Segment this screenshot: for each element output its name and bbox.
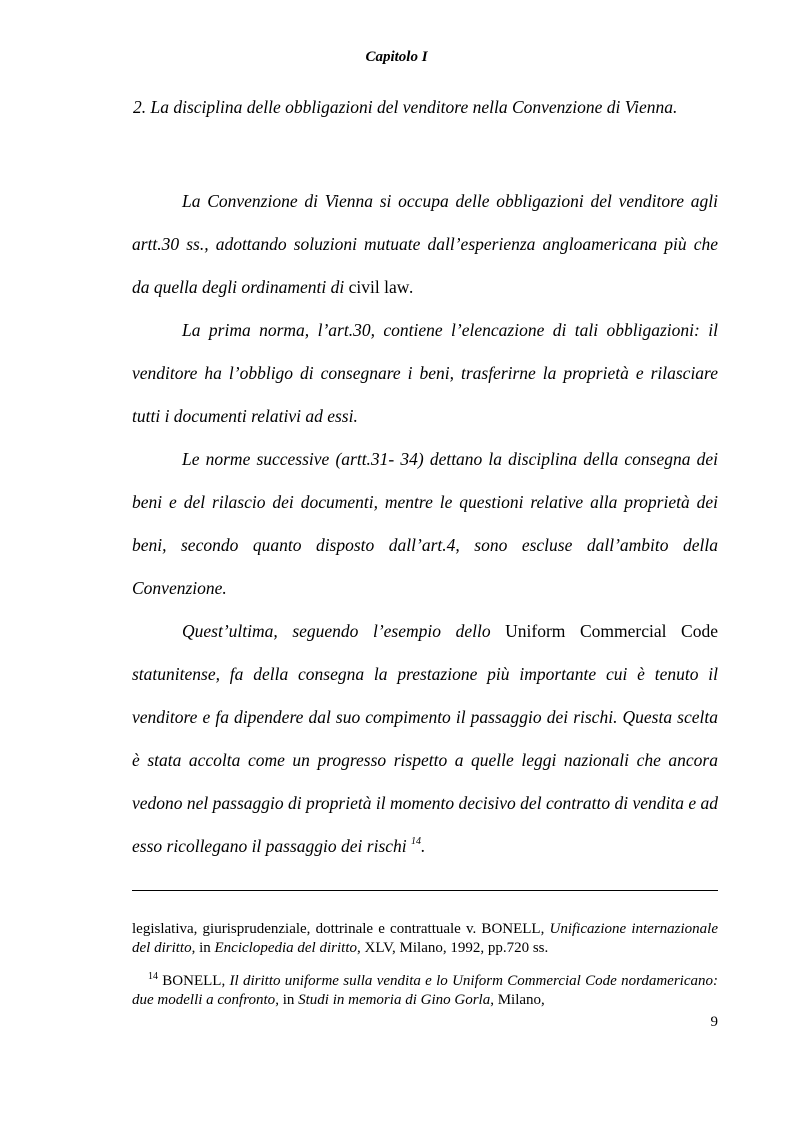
footnotes: [132, 920, 718, 1010]
fn-cont-text-1: legislativa, giurisprudenziale, dottrinale e contrattuale v. BONELL,: [132, 921, 550, 937]
paragraph-4: [132, 610, 718, 868]
term-civil-law: civil law: [348, 277, 410, 297]
section-title: 2. La disciplina delle obbligazioni del venditore nella Convenzione di Vienna.: [133, 97, 678, 117]
chapter-header: Capitolo I: [365, 49, 428, 65]
fn14-title-2: Studi in memoria di Gino Gorla: [298, 992, 491, 1008]
fn-cont-title-1: Unificazione internazionale del diritto: [132, 921, 718, 956]
fn14-text-3: , Milano,: [490, 992, 545, 1008]
fn14-text-2: , in: [275, 992, 299, 1008]
body-text: [132, 180, 718, 868]
fn-cont-title-2: Enciclopedia del diritto: [214, 940, 357, 956]
paragraph-1-text: La Convenzione di Vienna si occupa delle obbligazioni del venditore agli artt.30 ss., adottando soluzioni mutuate dall’esperienza angloamericana più che da quella degli ordinamenti di: [132, 191, 718, 297]
paragraph-1-end: .: [409, 277, 414, 297]
footnote-separator: [132, 890, 718, 891]
paragraph-4-text: Quest’ultima, seguendo l’esempio dello: [182, 621, 506, 641]
footnote-14-number: 14: [148, 971, 158, 982]
paragraph-3: Le norme successive (artt.31- 34) dettano la disciplina della consegna dei beni e del rilascio dei documenti, mentre le questioni relative alla proprietà dei beni, secondo quanto disposto dall’art.4, sono escluse dall’ambito della Convenzione.: [132, 449, 718, 598]
term-ucc: Uniform Commercial Code: [505, 621, 718, 641]
footnote-ref-14[interactable]: 14: [411, 836, 422, 847]
paragraph-1: [132, 180, 718, 309]
fn-cont-text-3: , XLV, Milano, 1992, pp.720 ss.: [357, 940, 549, 956]
fn14-text-1: BONELL,: [158, 973, 230, 989]
fn14-title-1: Il diritto uniforme sulla vendita e lo Uniform Commercial Code nordamericano: due modelli a confronto: [132, 973, 718, 1008]
footnote-continuation: [132, 920, 718, 958]
page-number: 9: [710, 1014, 718, 1030]
footnote-14: [132, 972, 718, 1010]
fn-cont-text-2: , in: [191, 940, 215, 956]
paragraph-4-end: .: [421, 836, 426, 856]
paragraph-2: La prima norma, l’art.30, contiene l’elencazione di tali obbligazioni: il venditore ha l’obbligo di consegnare i beni, trasferirne la proprietà e rilasciare tutti i documenti relativi ad essi.: [132, 320, 718, 426]
paragraph-4-body: statunitense, fa della consegna la prestazione più importante cui è tenuto il venditore e fa dipendere dal suo compimento il passaggio dei rischi. Questa scelta è stata accolta come un progresso rispetto a quelle leggi nazionali che ancora vedono nel passaggio di proprietà il momento decisivo del contratto di vendita e ad esso ricollegano il passaggio dei rischi: [132, 664, 718, 856]
